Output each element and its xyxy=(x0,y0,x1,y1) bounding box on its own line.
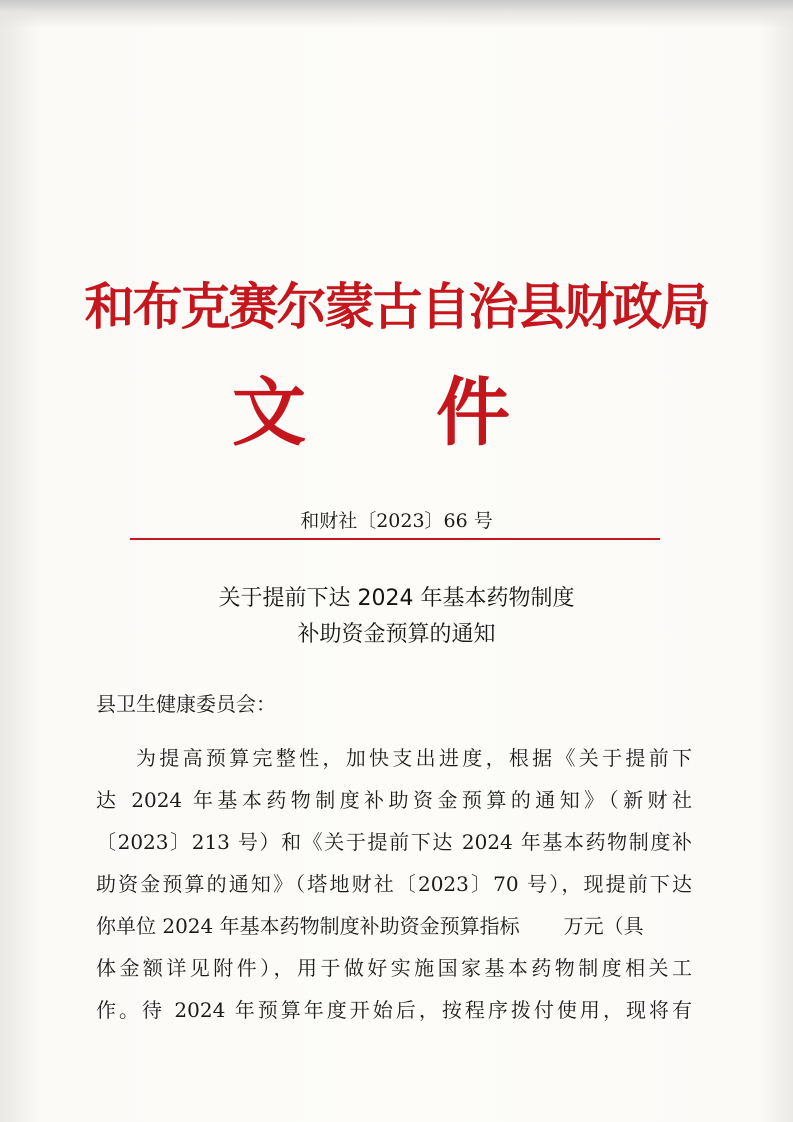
body-line-4: 助资金预算的通知》（塔地财社〔2023〕70 号），现提前下达 xyxy=(96,872,692,896)
scan-edge-shadow xyxy=(0,0,793,28)
notice-title xyxy=(0,581,793,653)
document-number: 和财社〔2023〕66 号 xyxy=(300,510,493,532)
body-line-1: 为提高预算完整性，加快支出进度，根据《关于提前下 xyxy=(136,746,692,770)
notice-title-line-2: 补助资金预算的通知 xyxy=(297,622,496,647)
body-line-7: 作。待 2024 年预算年度开始后，按程序拨付使用，现将有 xyxy=(96,998,692,1022)
document-type-char-2: 件 xyxy=(436,370,510,456)
body-line-6: 体金额详见附件），用于做好实施国家基本药物制度相关工 xyxy=(96,956,692,980)
body-line-5 xyxy=(96,912,692,940)
addressee: 县卫生健康委员会： xyxy=(96,692,276,716)
document-type-char-1: 文 xyxy=(232,370,306,456)
body-line-5-part-b: 万元（具 xyxy=(563,914,644,938)
issuer-name: 和布克赛尔蒙古自治县财政局 xyxy=(84,277,709,336)
body-line-5-part-a: 你单位 2024 年基本药物制度补助资金预算指标 xyxy=(96,914,520,938)
red-separator-line xyxy=(130,538,660,540)
body-line-2: 达 2024 年基本药物制度补助资金预算的通知》（新财社 xyxy=(96,788,692,812)
body-line-3: 〔2023〕213 号）和《关于提前下达 2024 年基本药物制度补 xyxy=(96,830,692,854)
notice-title-line-1: 关于提前下达 2024 年基本药物制度 xyxy=(218,586,575,611)
